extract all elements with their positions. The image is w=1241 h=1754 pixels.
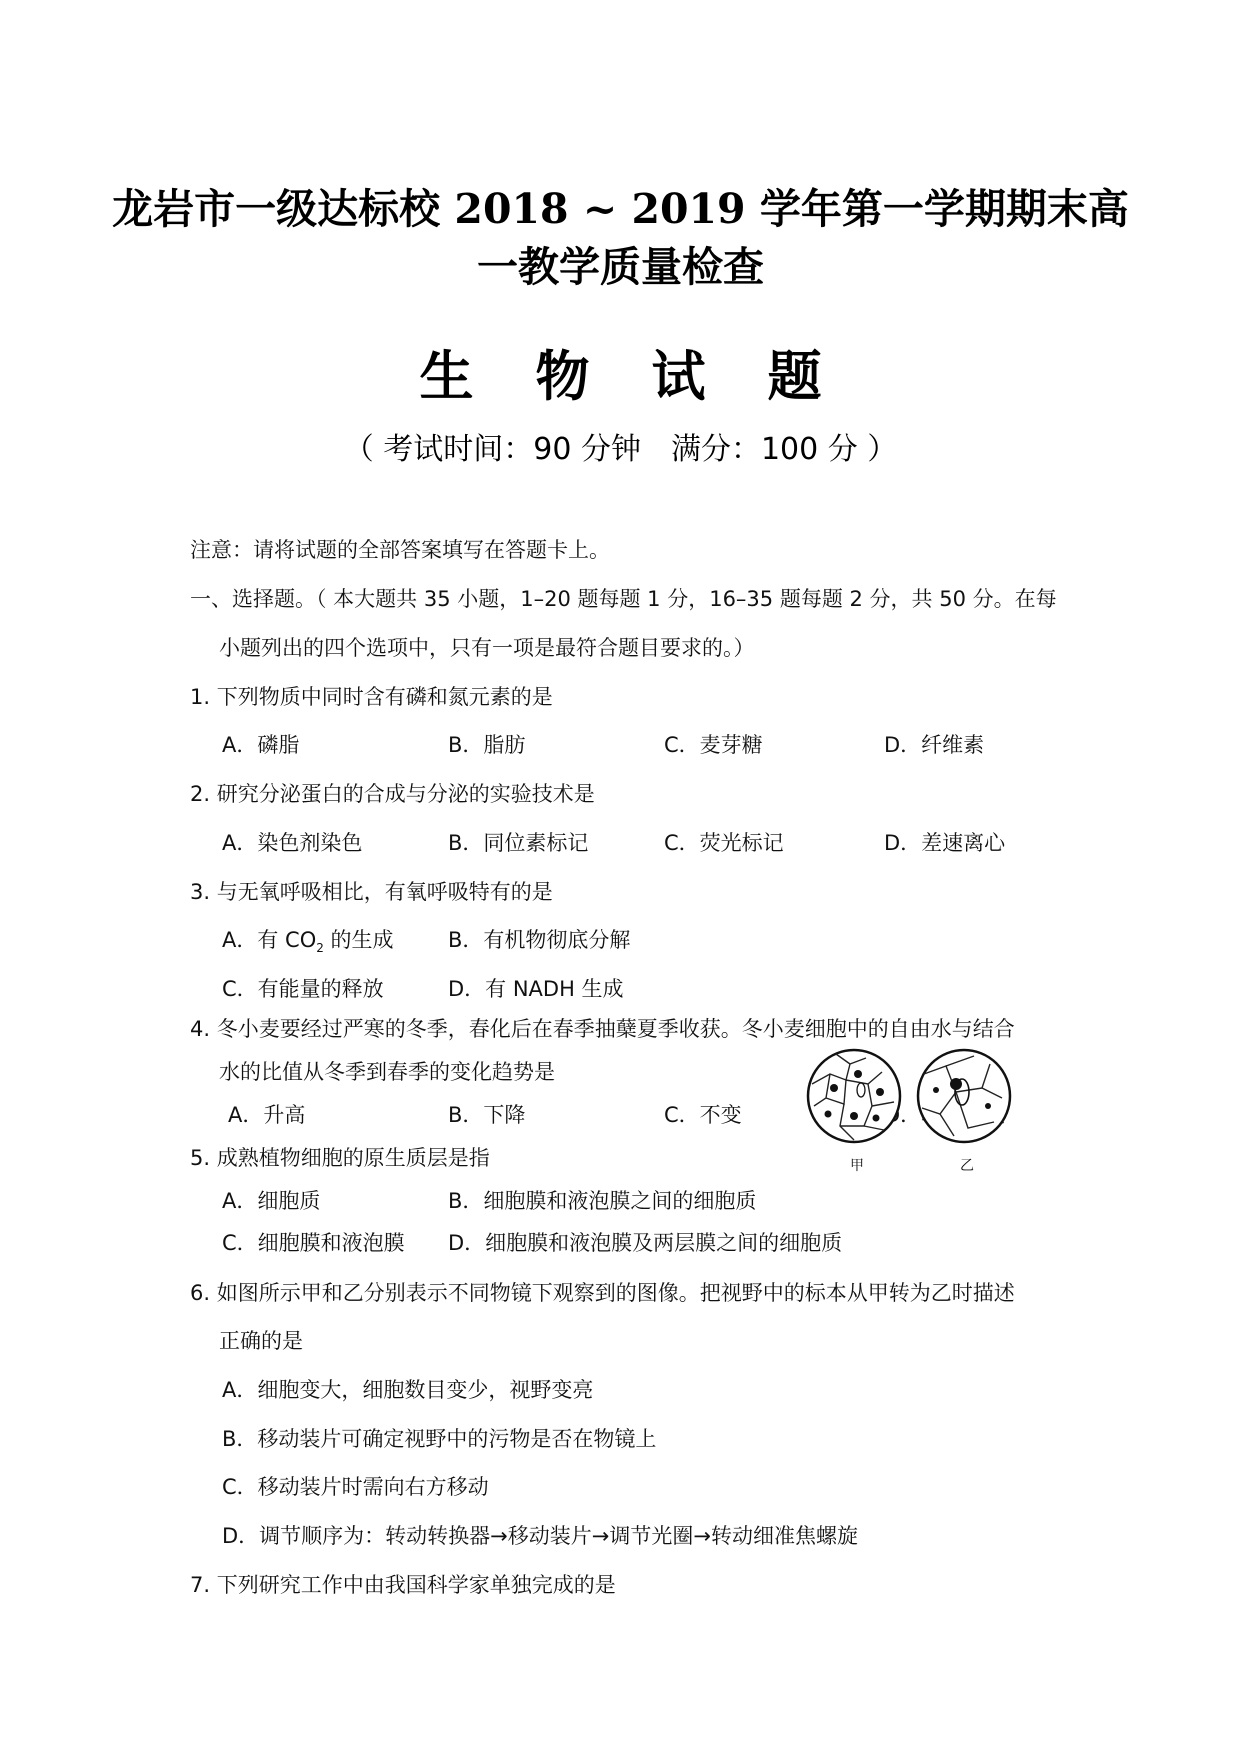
question-6-option-d: D．调节顺序为：转动转换器→移动装片→调节光圈→转动细准焦螺旋: [222, 1524, 858, 1548]
question-3-option-b: B．有机物彻底分解: [448, 928, 631, 952]
question-3-option-a: [222, 930, 394, 954]
question-6-stem-2: 正确的是: [219, 1329, 303, 1353]
question-1-option-c: C．麦芽糖: [664, 733, 763, 757]
question-7-stem: 7. 下列研究工作中由我国科学家单独完成的是: [190, 1573, 616, 1597]
question-4-stem-1: 4. 冬小麦要经过严寒的冬季，春化后在春季抽蘖夏季收获。冬小麦细胞中的自由水与结合: [190, 1017, 1015, 1041]
question-1-option-a: A．磷脂: [222, 733, 300, 757]
figure-yi-field: [918, 1050, 1010, 1142]
question-2-option-b: B．同位素标记: [448, 831, 589, 855]
question-3-option-c: C．有能量的释放: [222, 977, 384, 1001]
question-5-stem: 5. 成熟植物细胞的原生质层是指: [190, 1146, 490, 1170]
question-1-stem: 1. 下列物质中同时含有磷和氮元素的是: [190, 685, 553, 709]
title-line-2: 一教学质量检查: [477, 243, 764, 291]
question-1-option-b: B．脂肪: [448, 733, 526, 757]
question-2-option-c: C．荧光标记: [664, 831, 784, 855]
section-1-line-1: 一、选择题。（ 本大题共 35 小题，1–20 题每题 1 分，16–35 题每题 2 分，共 50 分。在每: [190, 587, 1057, 611]
question-5-option-c: C．细胞膜和液泡膜: [222, 1231, 405, 1255]
question-6-option-a: A．细胞变大，细胞数目变少，视野变亮: [222, 1378, 594, 1402]
figure-label-jia: 甲: [850, 1158, 864, 1174]
microscope-figure: [806, 1044, 1016, 1174]
question-3-option-a-pre: A．有 CO: [222, 928, 317, 952]
question-6-option-c: C．移动装片时需向右方移动: [222, 1475, 489, 1499]
question-1-option-d: D．纤维素: [884, 733, 985, 757]
title-line-1: 龙岩市一级达标校 2018 ~ 2019 学年第一学期期末高: [112, 185, 1129, 233]
question-5-option-d: D．细胞膜和液泡膜及两层膜之间的细胞质: [448, 1231, 843, 1255]
question-2-stem: 2. 研究分泌蛋白的合成与分泌的实验技术是: [190, 782, 595, 806]
subject-title: 生 物 试 题: [419, 344, 844, 408]
question-6-option-b: B．移动装片可确定视野中的污物是否在物镜上: [222, 1427, 657, 1451]
question-5-option-a: A．细胞质: [222, 1189, 321, 1213]
co2-subscript: 2: [316, 941, 324, 956]
figure-jia-field: [808, 1050, 900, 1142]
question-5-option-b: B．细胞膜和液泡膜之间的细胞质: [448, 1189, 757, 1213]
question-6-stem-1: 6. 如图所示甲和乙分别表示不同物镜下观察到的图像。把视野中的标本从甲转为乙时描述: [190, 1281, 1015, 1305]
question-2-option-d: D．差速离心: [884, 831, 1006, 855]
question-4-option-c: C．不变: [664, 1103, 742, 1127]
figure-label-yi: 乙: [960, 1158, 974, 1174]
exam-info: （ 考试时间：90 分钟 满分：100 分 ）: [343, 432, 898, 467]
question-2-option-a: A．染色剂染色: [222, 831, 363, 855]
question-4-option-a: A．升高: [228, 1103, 306, 1127]
notice: 注意：请将试题的全部答案填写在答题卡上。: [190, 538, 610, 562]
question-3-option-d: D．有 NADH 生成: [448, 977, 624, 1001]
question-3-option-a-post: 的生成: [323, 928, 394, 952]
question-4-option-b: B．下降: [448, 1103, 526, 1127]
question-3-stem: 3. 与无氧呼吸相比，有氧呼吸特有的是: [190, 880, 553, 904]
section-1-line-2: 小题列出的四个选项中，只有一项是最符合题目要求的。）: [219, 636, 755, 660]
question-4-stem-2: 水的比值从冬季到春季的变化趋势是: [219, 1060, 555, 1084]
